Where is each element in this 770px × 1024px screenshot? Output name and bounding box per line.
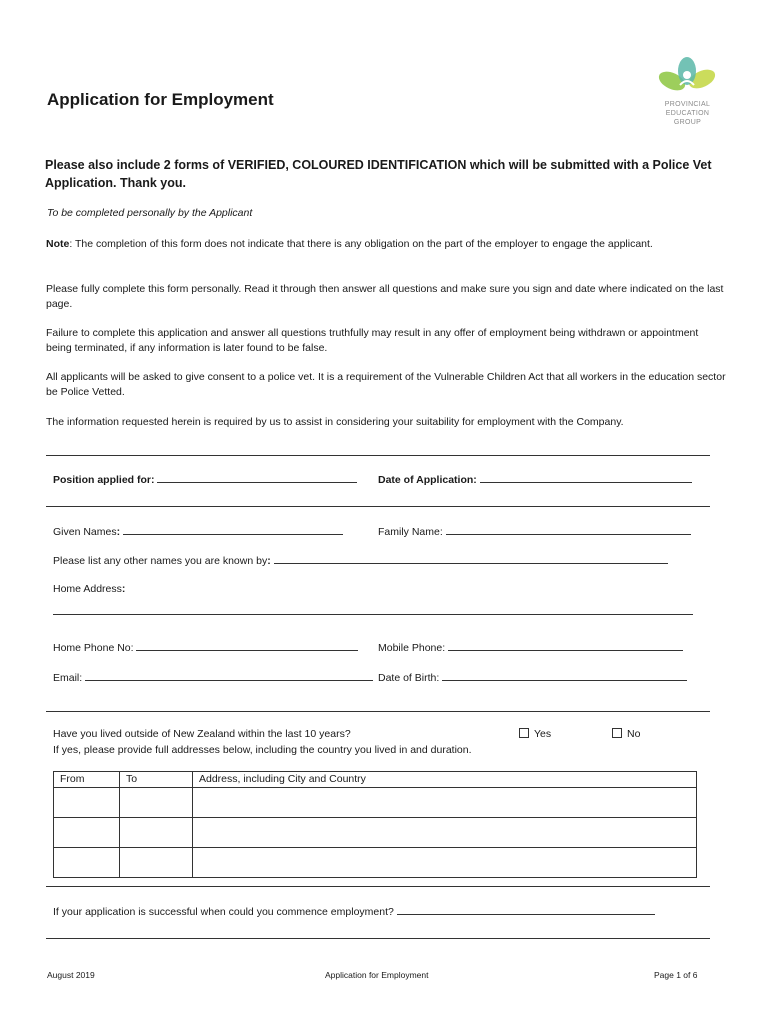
note-text: : The completion of this form does not indicate that there is any obligation on the part of the employer to engage the applicant. <box>69 238 653 250</box>
identification-notice: Please also include 2 forms of VERIFIED, COLOURED IDENTIFICATION which will be submitted with a Police Vet Application. Thank you. <box>45 158 712 190</box>
address-cell[interactable] <box>193 818 697 848</box>
family-name-field[interactable]: Family Name: <box>378 524 691 538</box>
address-cell[interactable] <box>193 788 697 818</box>
instructions-paragraph: Please fully complete this form personally. Read it through then answer all questions and make sure you sign and date where indicated on the last page. <box>46 283 724 310</box>
mobile-phone-field[interactable]: Mobile Phone: <box>378 640 683 654</box>
overseas-question: Have you lived outside of New Zealand within the last 10 years? <box>53 728 351 740</box>
mobile-phone-input-line[interactable] <box>448 640 683 651</box>
table-header-row <box>54 772 697 788</box>
from-cell[interactable] <box>54 788 120 818</box>
commence-input-line[interactable] <box>397 904 655 915</box>
instruction-text: To be completed personally by the Applicant <box>47 207 253 219</box>
company-logo <box>650 55 725 135</box>
no-checkbox[interactable] <box>612 728 622 738</box>
column-header-address: Address, including City and Country <box>193 772 697 788</box>
no-option[interactable]: No <box>612 728 640 740</box>
truthfulness-paragraph: Failure to complete this application and answer all questions truthfully may result in any offer of employment being withdrawn or appointment being terminated, if any information is later found to be false. <box>46 327 699 354</box>
divider <box>46 506 710 507</box>
divider <box>46 455 710 456</box>
from-cell[interactable] <box>54 818 120 848</box>
other-names-field[interactable]: Please list any other names you are known by: <box>53 553 668 567</box>
position-field[interactable]: Position applied for: <box>53 472 357 486</box>
family-name-input-line[interactable] <box>446 524 691 535</box>
note-label: Note <box>46 238 70 250</box>
from-cell[interactable] <box>54 848 120 878</box>
divider <box>46 886 710 887</box>
page-title: Application for Employment <box>47 90 274 109</box>
note-paragraph <box>46 237 726 252</box>
column-header-from: From <box>54 772 120 788</box>
yes-option[interactable]: Yes <box>519 728 551 740</box>
other-names-input-line[interactable] <box>274 553 668 564</box>
to-cell[interactable] <box>120 848 193 878</box>
home-address-label: Home Address: <box>53 583 126 595</box>
footer-title: Application for Employment <box>325 970 429 980</box>
email-input-line[interactable] <box>85 670 373 681</box>
given-names-input-line[interactable] <box>123 524 343 535</box>
privacy-paragraph: The information requested herein is required by us to assist in considering your suitability for employment with the Company. <box>46 416 624 428</box>
date-of-application-input-line[interactable] <box>480 472 692 483</box>
footer-date: August 2019 <box>47 970 95 980</box>
given-names-field[interactable]: Given Names: <box>53 524 343 538</box>
address-cell[interactable] <box>193 848 697 878</box>
date-of-birth-input-line[interactable] <box>442 670 687 681</box>
commence-field[interactable]: If your application is successful when could you commence employment? <box>53 904 655 918</box>
divider <box>46 711 710 712</box>
footer-page-number: Page 1 of 6 <box>654 970 698 980</box>
home-phone-input-line[interactable] <box>136 640 358 651</box>
yes-checkbox[interactable] <box>519 728 529 738</box>
overseas-followup: If yes, please provide full addresses below, including the country you lived in and duration. <box>53 744 472 756</box>
table-row <box>54 848 697 878</box>
divider <box>46 938 710 939</box>
home-phone-field[interactable]: Home Phone No: <box>53 640 358 654</box>
police-vet-paragraph: All applicants will be asked to give consent to a police vet. It is a requirement of the Vulnerable Children Act that all workers in the education sector be Police Vetted. <box>46 371 726 398</box>
leaf-logo-icon <box>650 55 725 100</box>
position-input-line[interactable] <box>157 472 357 483</box>
column-header-to: To <box>120 772 193 788</box>
date-of-application-field[interactable]: Date of Application: <box>378 472 692 486</box>
email-field[interactable]: Email: <box>53 670 373 684</box>
to-cell[interactable] <box>120 788 193 818</box>
date-of-birth-field[interactable]: Date of Birth: <box>378 670 687 684</box>
to-cell[interactable] <box>120 818 193 848</box>
address-history-table <box>53 771 697 878</box>
home-address-input-line[interactable] <box>53 614 693 615</box>
logo-text: PROVINCIAL EDUCATION GROUP <box>664 101 711 126</box>
table-row <box>54 818 697 848</box>
table-row <box>54 788 697 818</box>
